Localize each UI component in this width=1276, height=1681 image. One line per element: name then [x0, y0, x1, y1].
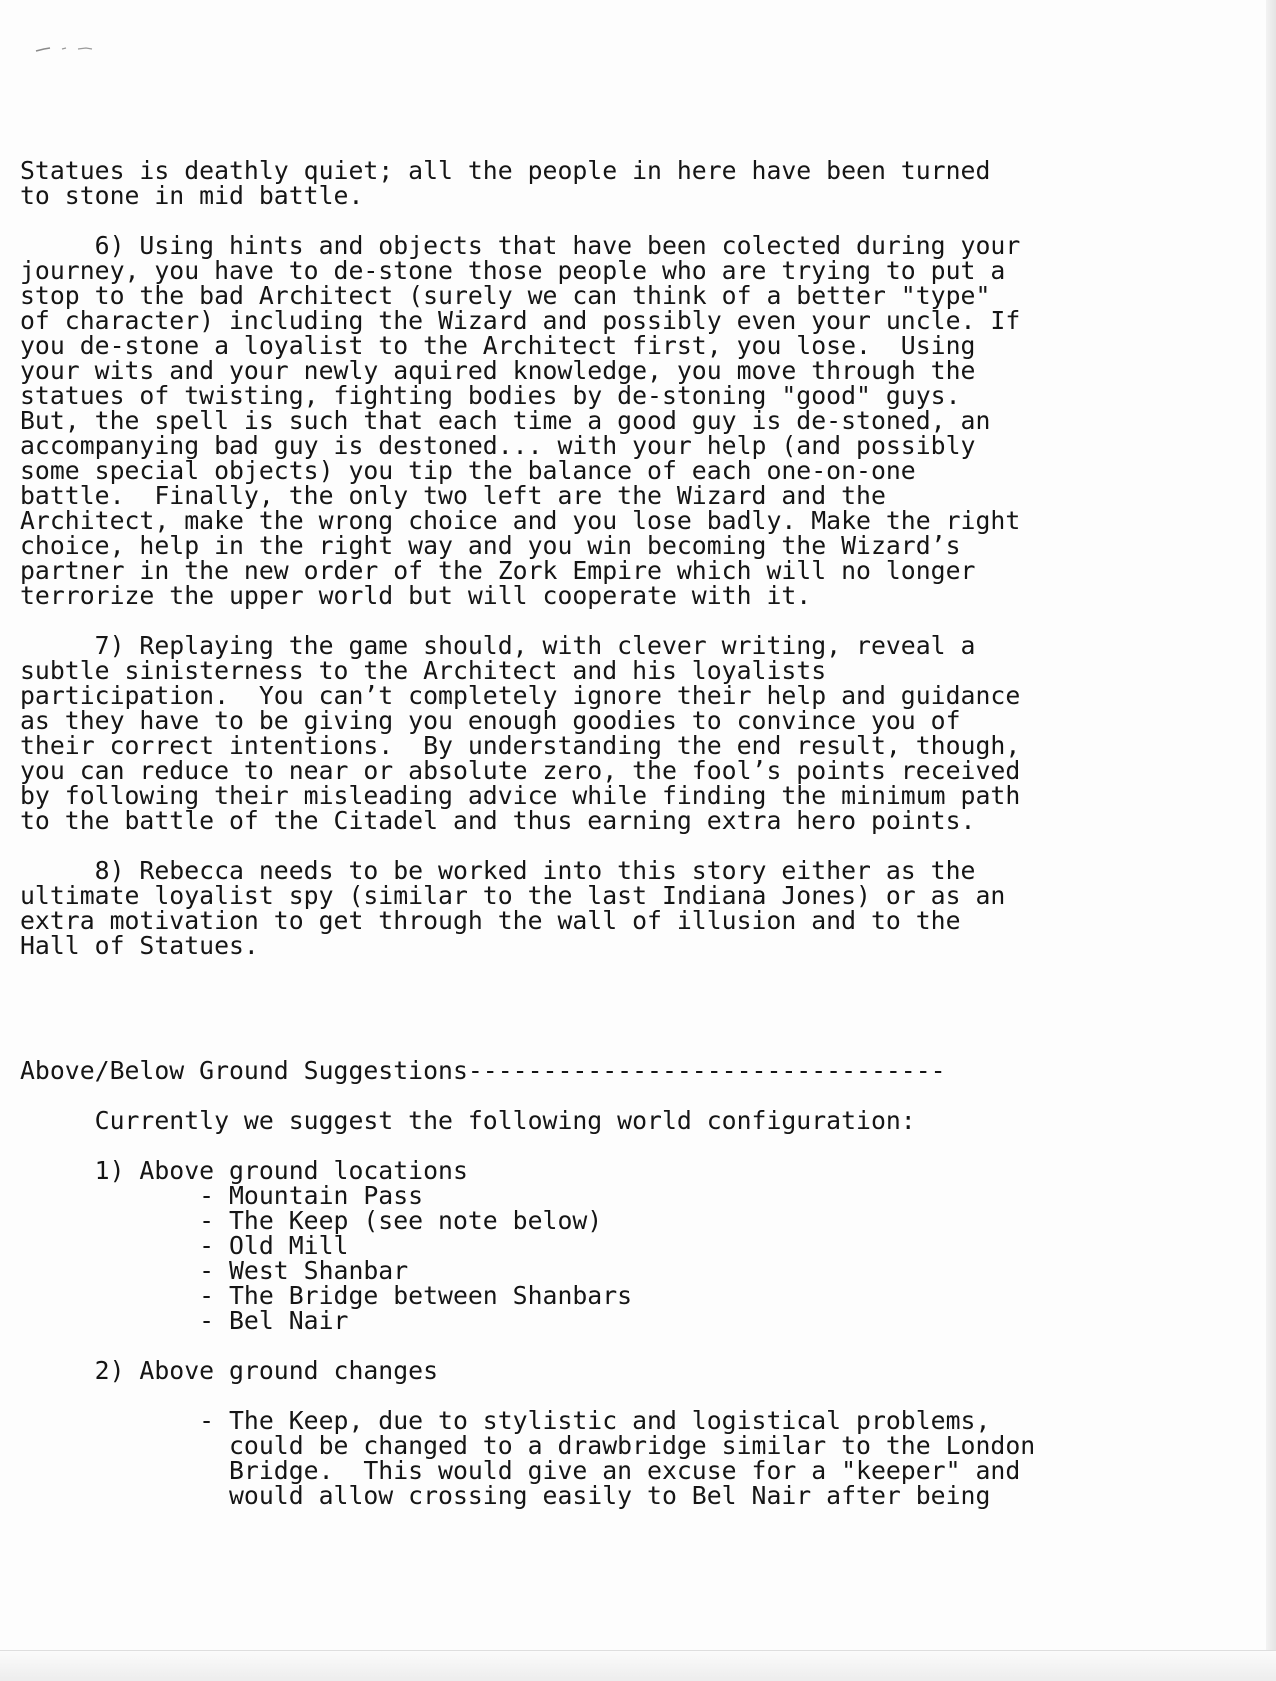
- text-line: Statues is deathly quiet; all the people in here have been turned: [20, 156, 991, 185]
- text-line: Above/Below Ground Suggestions--------------------------------: [20, 1056, 946, 1085]
- page-right-edge-shadow: [1266, 0, 1276, 1681]
- text-line: 2) Above ground changes: [20, 1356, 439, 1385]
- text-line: terrorize the upper world but will cooperate with it.: [20, 581, 812, 610]
- blank-line: [20, 833, 1250, 858]
- text-line: Architect, make the wrong choice and you lose badly. Make the right: [20, 506, 1021, 535]
- blank-line: [20, 1083, 1250, 1108]
- blank-line: [20, 208, 1250, 233]
- text-line: - Old Mill: [20, 1231, 349, 1260]
- text-line: would allow crossing easily to Bel Nair after being: [20, 1481, 991, 1510]
- page-bottom-edge-shadow: [0, 1650, 1276, 1681]
- blank-line: [20, 1383, 1250, 1408]
- text-line: stop to the bad Architect (surely we can think of a better "type": [20, 281, 991, 310]
- text-line: partner in the new order of the Zork Empire which will no longer: [20, 556, 976, 585]
- document-body: [20, 158, 1250, 1508]
- text-line: some special objects) you tip the balance of each one-on-one: [20, 456, 916, 485]
- text-line: battle. Finally, the only two left are the Wizard and the: [20, 481, 886, 510]
- blank-line: [20, 1333, 1250, 1358]
- text-line: subtle sinisterness to the Architect and his loyalists: [20, 656, 827, 685]
- text-line: of character) including the Wizard and possibly even your uncle. If: [20, 306, 1021, 335]
- text-line: 7) Replaying the game should, with clever writing, reveal a: [20, 631, 976, 660]
- text-line: you de-stone a loyalist to the Architect first, you lose. Using: [20, 331, 976, 360]
- text-line: 8) Rebecca needs to be worked into this story either as the: [20, 856, 976, 885]
- text-line: - West Shanbar: [20, 1256, 409, 1285]
- text-line: - Mountain Pass: [20, 1181, 424, 1210]
- text-line: - The Keep (see note below): [20, 1206, 603, 1235]
- text-line: your wits and your newly aquired knowledge, you move through the: [20, 356, 976, 385]
- text-line: to the battle of the Citadel and thus earning extra hero points.: [20, 806, 976, 835]
- scan-speck-mark: [34, 44, 114, 54]
- text-line: journey, you have to de-stone those people who are trying to put a: [20, 256, 1006, 285]
- blank-line: [20, 958, 1250, 983]
- text-line: statues of twisting, fighting bodies by de-stoning "good" guys.: [20, 381, 961, 410]
- text-line: extra motivation to get through the wall of illusion and to the: [20, 906, 961, 935]
- text-line: - The Keep, due to stylistic and logistical problems,: [20, 1406, 991, 1435]
- blank-line: [20, 1033, 1250, 1058]
- text-line: you can reduce to near or absolute zero, the fool’s points received: [20, 756, 1021, 785]
- text-line: accompanying bad guy is destoned... with your help (and possibly: [20, 431, 976, 460]
- text-line: Hall of Statues.: [20, 931, 259, 960]
- blank-line: [20, 608, 1250, 633]
- text-line: could be changed to a drawbridge similar to the London: [20, 1431, 1036, 1460]
- text-line: participation. You can’t completely ignore their help and guidance: [20, 681, 1021, 710]
- text-line: choice, help in the right way and you win becoming the Wizard’s: [20, 531, 961, 560]
- text-line: - The Bridge between Shanbars: [20, 1281, 633, 1310]
- text-line: by following their misleading advice while finding the minimum path: [20, 781, 1021, 810]
- text-line: 1) Above ground locations: [20, 1156, 468, 1185]
- blank-line: [20, 1133, 1250, 1158]
- text-line: - Bel Nair: [20, 1306, 349, 1335]
- text-line: their correct intentions. By understanding the end result, though,: [20, 731, 1021, 760]
- blank-line: [20, 983, 1250, 1008]
- text-line: Currently we suggest the following world configuration:: [20, 1106, 916, 1135]
- text-line: Bridge. This would give an excuse for a "keeper" and: [20, 1456, 1021, 1485]
- text-line: to stone in mid battle.: [20, 181, 364, 210]
- text-line: ultimate loyalist spy (similar to the last Indiana Jones) or as an: [20, 881, 1006, 910]
- text-line: as they have to be giving you enough goodies to convince you of: [20, 706, 961, 735]
- text-line: But, the spell is such that each time a good guy is de-stoned, an: [20, 406, 991, 435]
- text-line: 6) Using hints and objects that have been colected during your: [20, 231, 1021, 260]
- blank-line: [20, 1008, 1250, 1033]
